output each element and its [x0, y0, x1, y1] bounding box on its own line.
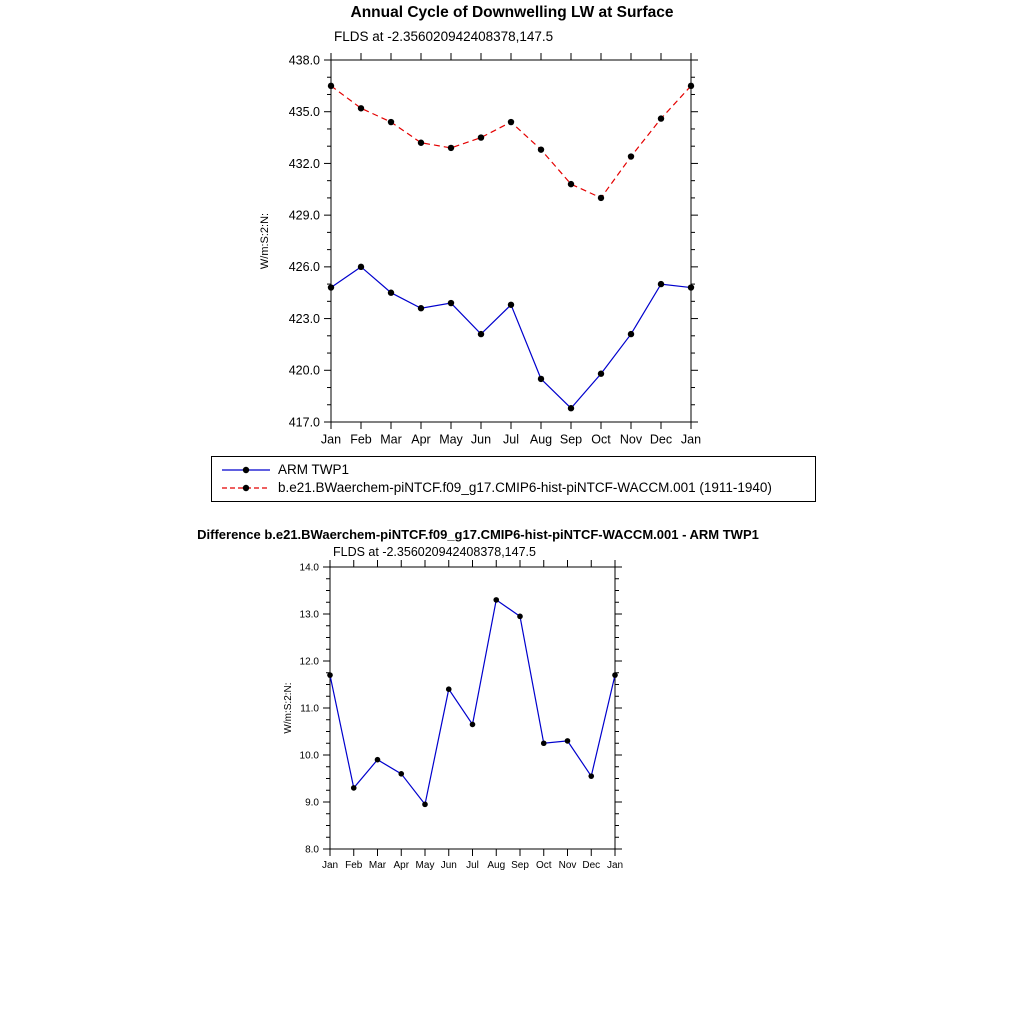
x-tick-label: Mar [380, 432, 402, 447]
y-tick-label: 417.0 [288, 415, 320, 430]
x-tick-label: Aug [487, 860, 506, 871]
data-point [658, 281, 664, 287]
data-point [328, 83, 334, 89]
data-point [568, 405, 574, 411]
data-point [358, 264, 364, 270]
difference-subtitle: FLDS at -2.356020942408378,147.5 [333, 545, 536, 559]
x-tick-label: Feb [350, 432, 372, 447]
x-tick-label: Dec [582, 860, 601, 871]
x-tick-label: Jan [606, 860, 624, 871]
data-point [688, 284, 694, 290]
y-tick-label: 11.0 [300, 703, 319, 715]
data-point [598, 371, 604, 377]
data-point [328, 284, 334, 290]
data-point [658, 115, 664, 121]
legend-line-sample-obs [220, 465, 272, 475]
y-tick-label: 13.0 [299, 609, 319, 621]
data-point [448, 300, 454, 306]
annual-cycle-subtitle: FLDS at -2.356020942408378,147.5 [334, 29, 554, 44]
legend [211, 456, 816, 502]
data-point [541, 740, 547, 746]
data-point [418, 305, 424, 311]
axes [324, 53, 698, 429]
y-tick-label: 423.0 [288, 311, 320, 326]
data-point [470, 722, 476, 728]
data-point [388, 290, 394, 296]
axes [323, 560, 622, 856]
y-tick-label: 429.0 [288, 208, 320, 223]
series-line [331, 86, 691, 198]
data-point [351, 785, 357, 791]
data-point [478, 134, 484, 140]
x-tick-label: May [439, 432, 463, 447]
y-tick-label: 420.0 [288, 363, 320, 378]
legend-label-obs: ARM TWP1 [278, 462, 350, 478]
data-point [538, 376, 544, 382]
data-point [565, 738, 571, 744]
data-point [598, 195, 604, 201]
legend-entry-obs [220, 463, 807, 477]
data-point [422, 802, 428, 808]
y-tick-label: 9.0 [305, 797, 319, 809]
x-tick-label: Jan [321, 860, 339, 871]
x-tick-label: Jul [503, 432, 519, 447]
x-tick-label: Apr [411, 432, 431, 447]
y-tick-label: 432.0 [288, 156, 320, 171]
y-tick-label: 8.0 [305, 844, 319, 856]
y-tick-label: 438.0 [288, 53, 320, 68]
data-point [358, 105, 364, 111]
x-tick-label: Jun [470, 432, 492, 447]
legend-line-sample-model [220, 483, 272, 493]
y-tick-label: 426.0 [288, 260, 320, 275]
x-tick-label: Feb [345, 860, 363, 871]
y-tick-label: 12.0 [299, 656, 319, 668]
x-tick-label: Jan [680, 432, 702, 447]
x-tick-label: Jan [320, 432, 342, 447]
x-tick-label: Apr [393, 860, 410, 871]
data-point [388, 119, 394, 125]
legend-label-model: b.e21.BWaerchem-piNTCF.f09_g17.CMIP6-hist-piNTCF-WACCM.001 (1911-1940) [278, 480, 772, 496]
data-point [508, 302, 514, 308]
x-tick-label: Dec [649, 432, 673, 447]
data-point [446, 686, 452, 692]
data-point [538, 146, 544, 152]
x-tick-label: Aug [529, 432, 553, 447]
x-tick-label: Mar [368, 860, 387, 871]
data-point [448, 145, 454, 151]
data-point [688, 83, 694, 89]
x-tick-label: Sep [559, 432, 583, 447]
annual-cycle-title: Annual Cycle of Downwelling LW at Surface [350, 4, 674, 21]
data-point [418, 140, 424, 146]
x-tick-label: Sep [511, 860, 529, 871]
difference-chart-canvas [0, 560, 1024, 900]
data-point [588, 773, 594, 779]
x-tick-label: May [415, 860, 435, 871]
data-point [517, 614, 523, 620]
series-line [330, 600, 615, 804]
data-point [398, 771, 404, 777]
x-tick-label: Oct [591, 432, 611, 447]
annual-cycle-chart-canvas [0, 50, 1024, 510]
x-tick-label: Oct [535, 860, 552, 871]
data-point [612, 672, 618, 678]
difference-title: Difference b.e21.BWaerchem-piNTCF.f09_g17.CMIP6-hist-piNTCF-WACCM.001 - ARM TWP1 [197, 527, 759, 542]
data-point [628, 153, 634, 159]
x-tick-label: Nov [619, 432, 643, 447]
series-line [331, 267, 691, 408]
legend-entry-model [220, 481, 807, 495]
data-point [568, 181, 574, 187]
y-axis-label: W/m:S:2:N: [283, 682, 294, 734]
data-point [327, 672, 333, 678]
y-tick-label: 10.0 [299, 750, 319, 762]
x-tick-label: Jul [466, 860, 479, 871]
data-point [478, 331, 484, 337]
data-point [628, 331, 634, 337]
data-point [508, 119, 514, 125]
data-point [493, 597, 499, 603]
y-tick-label: 14.0 [299, 562, 319, 574]
x-tick-label: Nov [558, 860, 577, 871]
x-tick-label: Jun [440, 860, 457, 871]
y-axis-label: W/m:S:2:N: [259, 212, 271, 270]
y-tick-label: 435.0 [288, 105, 320, 120]
data-point [375, 757, 381, 763]
